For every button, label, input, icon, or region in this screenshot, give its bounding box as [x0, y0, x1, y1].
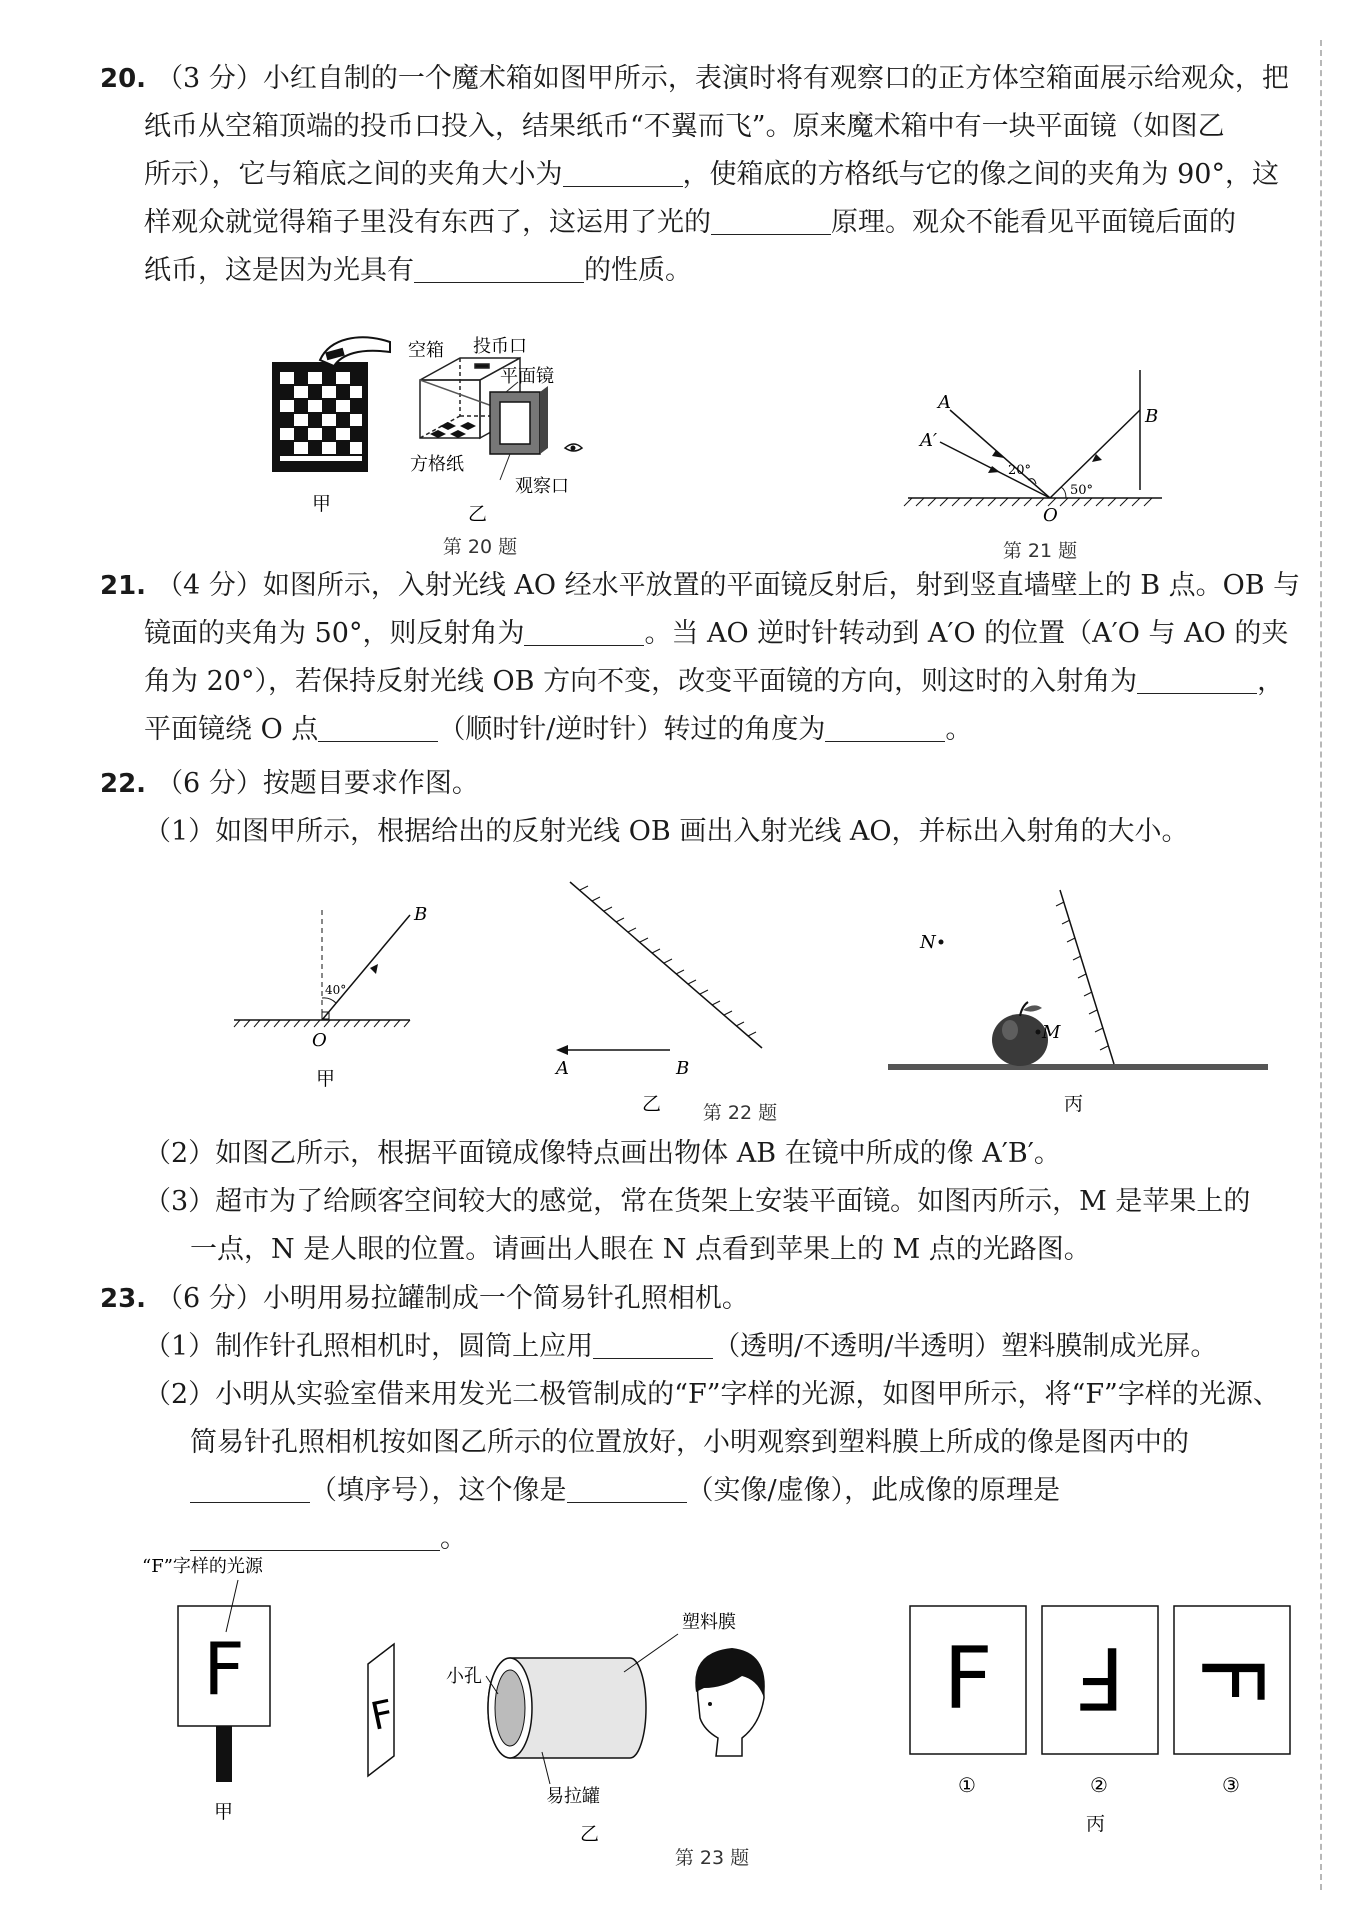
fig23-label-jia: 甲 [214, 1801, 234, 1823]
q21-line4c: 。 [945, 714, 973, 745]
image-option-2 [1042, 1606, 1158, 1754]
question-22 [100, 760, 1305, 856]
option-1-letter: F [943, 1629, 993, 1729]
question-number: 21. [100, 571, 147, 601]
q22-sub2: （2）如图乙所示，根据平面镜成像特点画出物体 AB 在镜中所成的像 A′B′。 [144, 1138, 1061, 1169]
option-2-letter: F [1075, 1627, 1125, 1727]
answer-blank-incidence-angle[interactable] [1137, 663, 1257, 694]
question-number: 23. [100, 1284, 147, 1314]
figure-23-caption: 第 23 题 [674, 1847, 750, 1869]
fig23-label-yi: 乙 [580, 1823, 600, 1845]
option-3-letter: F [1181, 1655, 1281, 1705]
option-2-label: ② [1090, 1773, 1108, 1797]
question-23 [100, 1275, 1305, 1563]
q21-line3b: ， [1257, 666, 1285, 697]
q23-sub2c1: （填序号），这个像是 [310, 1475, 567, 1506]
figure-21-caption: 第 21 题 [1002, 540, 1078, 562]
light-source-F [178, 1580, 270, 1782]
answer-blank-property[interactable] [414, 252, 584, 283]
fig22-label-O: O [312, 1030, 327, 1051]
q22-sub1: （1）如图甲所示，根据给出的反射光线 OB 画出入射光线 AO，并标出入射角的大小。 [144, 816, 1189, 847]
q23-line1: （6 分）小明用易拉罐制成一个简易针孔照相机。 [156, 1283, 749, 1314]
q23-sub1b: （透明/不透明/半透明）塑料膜制成光屏。 [713, 1331, 1218, 1362]
answer-blank-film-type[interactable] [593, 1328, 713, 1359]
margin-cut-line [1320, 40, 1322, 1890]
answer-blank-reflection-angle[interactable] [524, 615, 644, 646]
figure-20 [260, 320, 720, 550]
answer-blank-principle[interactable] [711, 204, 831, 235]
fig21-label-A: A [938, 392, 951, 413]
q20-line4b: 原理。观众不能看见平面镜后面的 [831, 207, 1236, 238]
q20-line5a: 纸币，这是因为光具有 [144, 255, 414, 286]
answer-blank-angle[interactable] [563, 156, 683, 187]
fig23-label-source: “F”字样的光源 [142, 1556, 263, 1577]
q23-sub2a: （2）小明从实验室借来用发光二极管制成的“F”字样的光源，如图甲所示，将“F”字样的光源、 [144, 1379, 1280, 1410]
fig22-label-yi: 乙 [642, 1093, 662, 1115]
fig20-label-mirror: 平面镜 [500, 366, 554, 387]
observation-window-frame [490, 386, 548, 454]
q20-line4a: 样观众就觉得箱子里没有东西了，这运用了光的 [144, 207, 711, 238]
answer-blank-principle[interactable] [190, 1520, 440, 1551]
fig23-label-can: 易拉罐 [546, 1786, 600, 1807]
figure-21 [900, 370, 1180, 540]
figure-23 [130, 1548, 1300, 1888]
option-3-label: ③ [1222, 1773, 1240, 1797]
fig22-label-M: M [1042, 1022, 1061, 1043]
q21-line3a: 角为 20°），若保持反射光线 OB 方向不变，改变平面镜的方向，则这时的入射角为 [144, 666, 1138, 697]
q21-line1: （4 分）如图所示，入射光线 AO 经水平放置的平面镜反射后，射到竖直墙壁上的 B 点。OB 与 [156, 570, 1301, 601]
q21-line2b: 。当 AO 逆时针转动到 A′O 的位置（A′O 与 AO 的夹 [644, 618, 1289, 649]
magic-box-illustration [272, 337, 390, 472]
figure-22-caption: 第 22 题 [702, 1102, 778, 1124]
fig21-label-O: O [1043, 505, 1058, 526]
fig20-label-window: 观察口 [515, 476, 569, 497]
fig20-label-coin-slot: 投币口 [473, 336, 527, 357]
apple-icon [992, 1002, 1048, 1066]
question-21 [100, 562, 1305, 754]
fig23-yi-diagram [367, 1634, 678, 1784]
fig22-jia-diagram [234, 910, 410, 1027]
option-1-label: ① [958, 1773, 976, 1797]
q23-sub2c3: 。 [440, 1523, 467, 1554]
fig20-label-empty-box: 空箱 [408, 340, 444, 361]
answer-blank-rotation-angle[interactable] [825, 711, 945, 742]
fig22-label-N: N [920, 932, 936, 953]
fig22-bing-diagram [888, 890, 1268, 1070]
q20-line3a: 所示），它与箱底之间的夹角大小为 [144, 159, 563, 190]
fig23-label-pinhole: 小孔 [446, 1666, 482, 1687]
fig23-yi-letter: F [366, 1691, 398, 1739]
q23-sub2c2: （实像/虚像），此成像的原理是 [686, 1475, 1061, 1506]
fig23-label-bing: 丙 [1086, 1813, 1106, 1835]
q20-line3b: ，使箱底的方格纸与它的像之间的夹角为 90°，这 [682, 159, 1279, 190]
fig22-label-A: A [556, 1058, 569, 1079]
observer-head-icon [695, 1648, 765, 1756]
fig22-label-jia: 甲 [316, 1068, 336, 1090]
question-number: 22. [100, 769, 147, 799]
eye-icon [565, 444, 582, 451]
fig21-label-A-prime: A′ [920, 430, 938, 451]
q22-sub3b: 一点，N 是人眼的位置。请画出人眼在 N 点看到苹果上的 M 点的光路图。 [190, 1234, 1091, 1265]
fig22-angle-40: 40° [325, 983, 347, 997]
fig20-label-grid-paper: 方格纸 [410, 454, 464, 475]
fig21-angle-20: 20° [1008, 463, 1032, 478]
fig20-label-jia: 甲 [312, 493, 332, 515]
fig22-label-B: B [414, 904, 428, 925]
q21-line4a: 平面镜绕 O 点 [144, 714, 319, 745]
q20-line5b: 的性质。 [584, 255, 692, 286]
q22-sub3a: （3）超市为了给顾客空间较大的感觉，常在货架上安装平面镜。如图丙所示，M 是苹果上的 [144, 1186, 1251, 1217]
fig22-label-B2: B [676, 1058, 690, 1079]
fig23-source-letter: F [203, 1627, 245, 1711]
fig20-label-yi: 乙 [468, 503, 488, 525]
question-22-cont [100, 1130, 1305, 1274]
answer-blank-image-number[interactable] [190, 1472, 310, 1503]
q20-line1: （3 分）小红自制的一个魔术箱如图甲所示，表演时将有观察口的正方体空箱面展示给观众，把 [156, 63, 1289, 94]
q21-line4b: （顺时针/逆时针）转过的角度为 [438, 714, 826, 745]
figure-20-caption: 第 20 题 [442, 536, 518, 558]
answer-blank-image-type[interactable] [567, 1472, 687, 1503]
image-option-1 [910, 1606, 1026, 1754]
question-number: 20. [100, 64, 147, 94]
fig21-angle-50: 50° [1070, 483, 1094, 498]
answer-blank-direction[interactable] [318, 711, 438, 742]
image-option-3 [1174, 1606, 1290, 1754]
fig22-label-bing: 丙 [1064, 1093, 1084, 1115]
fig21-label-B: B [1145, 406, 1159, 427]
fig23-label-film: 塑料膜 [682, 1612, 736, 1633]
question-20 [100, 55, 1305, 295]
q20-line2: 纸币从空箱顶端的投币口投入，结果纸币“不翼而飞”。原来魔术箱中有一块平面镜（如图乙 [144, 111, 1225, 142]
q23-sub1a: （1）制作针孔照相机时，圆筒上应用 [144, 1331, 594, 1362]
q22-line1: （6 分）按题目要求作图。 [156, 768, 479, 799]
q23-sub2b: 简易针孔照相机按如图乙所示的位置放好，小明观察到塑料膜上所成的像是图丙中的 [190, 1427, 1189, 1458]
fig22-yi-diagram [556, 882, 762, 1055]
q21-line2a: 镜面的夹角为 50°，则反射角为 [144, 618, 525, 649]
